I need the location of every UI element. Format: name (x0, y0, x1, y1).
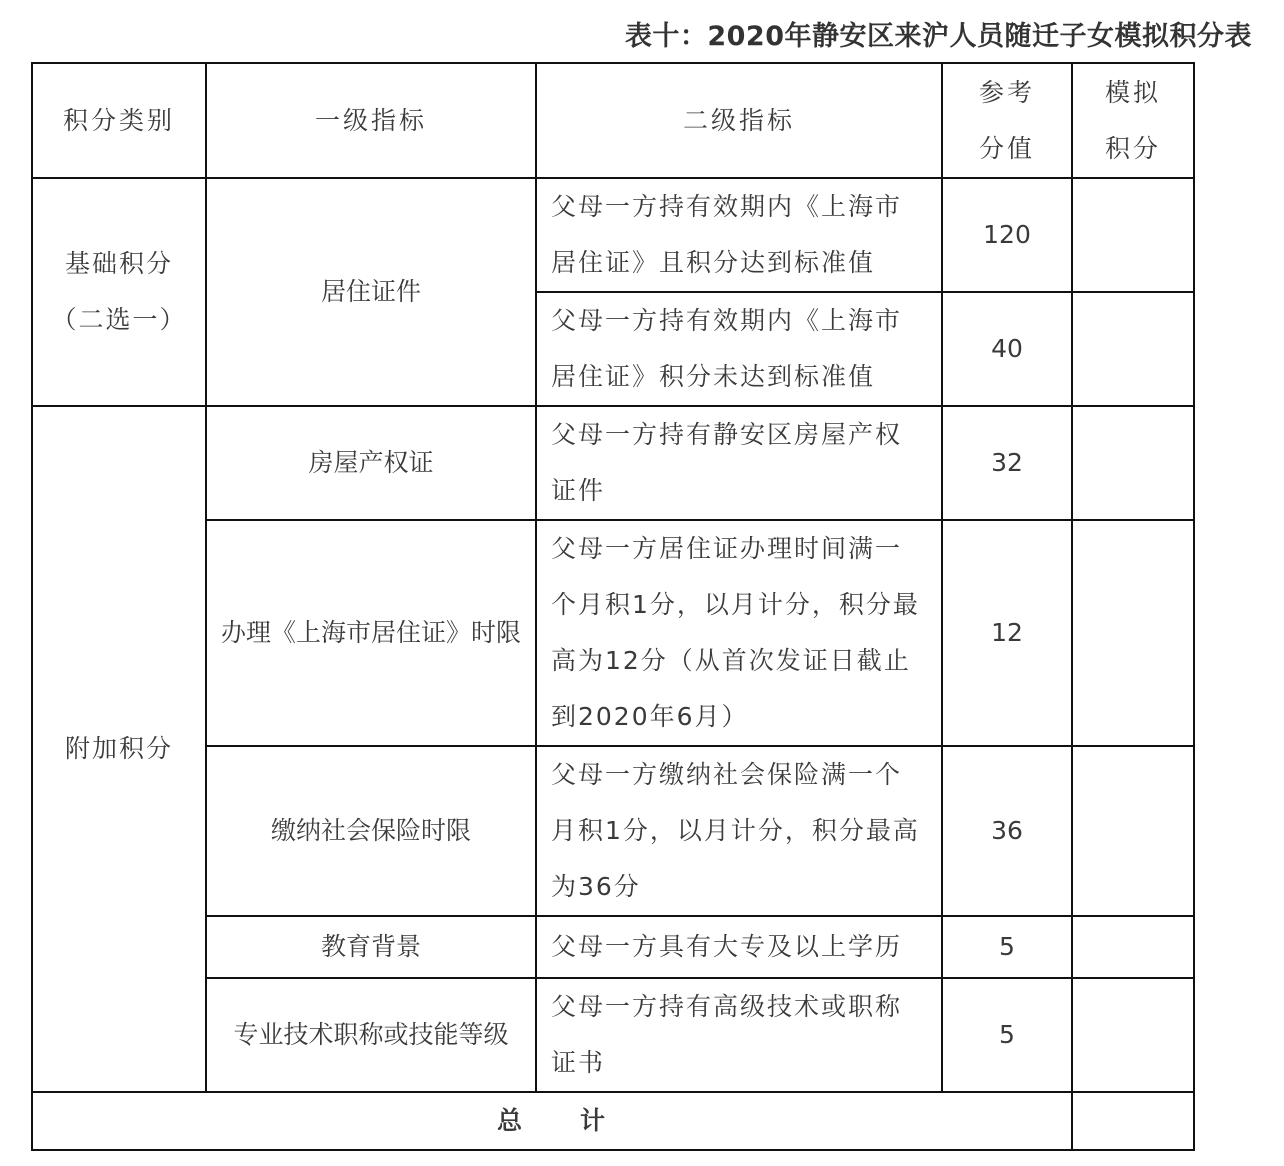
sim-score-cell[interactable] (1072, 746, 1194, 916)
header-sim-score (1072, 63, 1194, 178)
header-category: 积分类别 (32, 63, 206, 178)
category-basic-note: （二选一） (51, 305, 187, 334)
sim-score-cell[interactable] (1072, 978, 1194, 1092)
ref-score-cell: 40 (942, 292, 1072, 406)
table-row (32, 916, 1194, 978)
table-caption: 表十：2020年静安区来沪人员随迁子女模拟积分表 (624, 21, 1252, 52)
sim-score-cell[interactable] (1072, 178, 1194, 292)
level2-cell: 父母一方持有效期内《上海市居住证》且积分达到标准值 (536, 178, 942, 292)
level1-cell: 居住证件 (206, 178, 536, 406)
score-table (31, 62, 1195, 1151)
level2-cell: 父母一方居住证办理时间满一个月积1分，以月计分，积分最高为12分（从首次发证日截止到2020年6月） (536, 520, 942, 746)
header-level2: 二级指标 (536, 63, 942, 178)
category-extra: 附加积分 (32, 406, 206, 1092)
table-row (32, 178, 1194, 292)
level2-cell: 父母一方持有效期内《上海市居住证》积分未达到标准值 (536, 292, 942, 406)
level2-cell: 父母一方缴纳社会保险满一个月积1分，以月计分，积分最高为36分 (536, 746, 942, 916)
table-row (32, 978, 1194, 1092)
header-ref-line1: 参考 (978, 77, 1035, 107)
ref-score-cell: 120 (942, 178, 1072, 292)
level1-cell: 缴纳社会保险时限 (206, 746, 536, 916)
level2-cell: 父母一方具有大专及以上学历 (536, 916, 942, 978)
ref-score-cell: 12 (942, 520, 1072, 746)
table-row (32, 520, 1194, 746)
level1-cell: 办理《上海市居住证》时限 (206, 520, 536, 746)
sim-score-cell[interactable] (1072, 406, 1194, 520)
ref-score-cell: 32 (942, 406, 1072, 520)
total-value-cell[interactable] (1072, 1092, 1194, 1150)
total-row (32, 1092, 1194, 1150)
total-label (32, 1092, 1072, 1150)
category-basic (32, 178, 206, 406)
sim-score-cell[interactable] (1072, 520, 1194, 746)
header-ref-line2: 分值 (978, 133, 1035, 163)
sim-score-cell[interactable] (1072, 916, 1194, 978)
level1-cell: 房屋产权证 (206, 406, 536, 520)
category-basic-label: 基础积分 (64, 249, 173, 278)
level2-cell: 父母一方持有高级技术或职称证书 (536, 978, 942, 1092)
header-ref-score (942, 63, 1072, 178)
header-row (32, 63, 1194, 178)
level1-cell: 教育背景 (206, 916, 536, 978)
header-level1: 一级指标 (206, 63, 536, 178)
level2-cell: 父母一方持有静安区房屋产权证件 (536, 406, 942, 520)
header-sim-line1: 模拟 (1104, 77, 1161, 107)
table-row (32, 406, 1194, 520)
header-sim-line2: 积分 (1104, 133, 1161, 163)
sim-score-cell[interactable] (1072, 292, 1194, 406)
ref-score-cell: 5 (942, 916, 1072, 978)
table-row (32, 746, 1194, 916)
level1-cell: 专业技术职称或技能等级 (206, 978, 536, 1092)
ref-score-cell: 5 (942, 978, 1072, 1092)
ref-score-cell: 36 (942, 746, 1072, 916)
total-label-part2: 计 (580, 1106, 608, 1135)
total-label-part1: 总 (496, 1106, 524, 1135)
